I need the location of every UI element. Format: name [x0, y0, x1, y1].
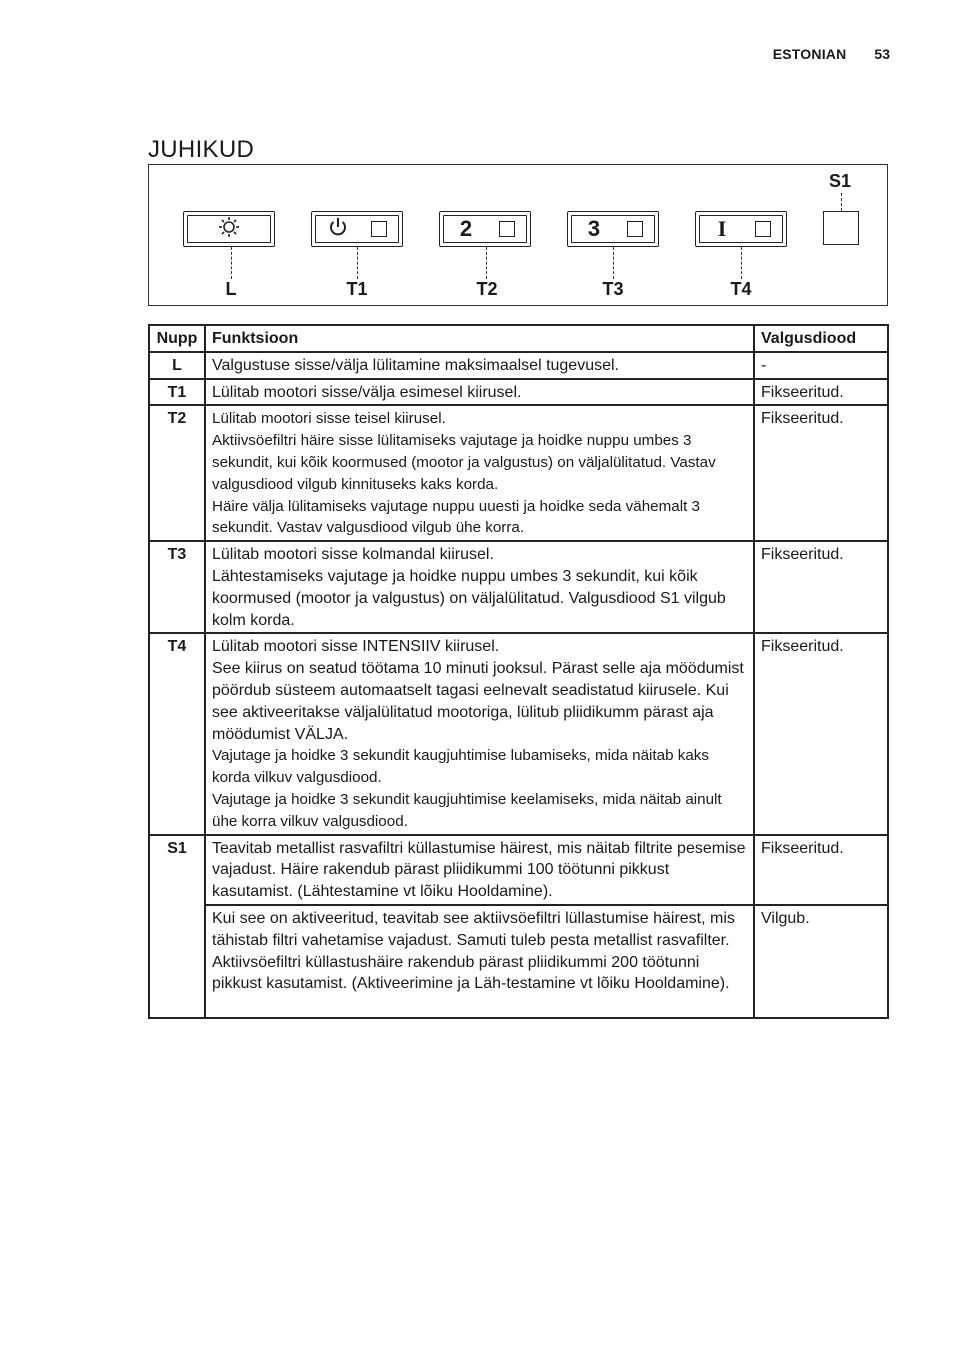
row-function: Lülitab mootori sisse/välja esimesel kiirusel.: [205, 379, 754, 406]
leader-line-t2: [486, 247, 487, 279]
row-led: Fikseeritud.: [754, 379, 888, 406]
label-t3: T3: [602, 279, 624, 299]
button-t3: [567, 211, 659, 247]
page-header: [773, 46, 890, 62]
row-led: Fikseeritud.: [754, 405, 888, 541]
button-t4: [695, 211, 787, 247]
leader-line-l: [231, 247, 232, 279]
leader-line-t3: [613, 247, 614, 279]
header-key: Nupp: [149, 325, 205, 352]
led-indicator-icon: [371, 221, 387, 237]
row-function: Kui see on aktiveeritud, teavitab see aktiivsöefiltri lüllastumise häirest, mis tähistab filtri vahetamise vajadust. Samuti tuleb pesta metallist rasvafilter. Aktiivsöefiltri küllastushäire rakendub pärast pliidikummi 200 töötunni pikkust kasutamist. (Aktiveerimine ja Läh-testamine vt lõiku Hooldamine).: [205, 905, 754, 1018]
row-key: T2: [149, 405, 205, 541]
row-function: Lülitab mootori sisse teisel kiirusel. Aktiivsöefiltri häire sisse lülitamiseks vajutage ja hoidke nuppu umbes 3 sekundit, kui kõik koormused (mootor ja valgustus) on väljalülitatud. Vastav valgusdiood vilgub kinnituseks kaks korda. Häire välja lülitamiseks vajutage nuppu uuesti ja hoidke seda vähemalt 3 sekundit. Vastav valgusdiood vilgub ühe korra.: [205, 405, 754, 541]
light-icon: [218, 216, 240, 242]
row-key: T3: [149, 541, 205, 633]
table-row: [149, 541, 888, 633]
header-function: Funktsioon: [205, 325, 754, 352]
s1-label: S1: [829, 171, 852, 191]
button-t2: [439, 211, 531, 247]
row-function: Lülitab mootori sisse kolmandal kiirusel. Lähtestamiseks vajutage ja hoidke nuppu umbes 3 sekundit, kui kõik koormused (mootor ja valgustus) on väljalülitatud. Valgusdiood S1 vilgub kolm korda.: [205, 541, 754, 633]
row-key: S1: [149, 835, 205, 905]
row-key: [149, 905, 205, 1018]
table-header-row: [149, 325, 888, 352]
table-row: [149, 905, 888, 1018]
function-table: [148, 324, 889, 1019]
led-indicator-icon: [627, 221, 643, 237]
table-row: [149, 633, 888, 834]
row-function: Teavitab metallist rasvafiltri küllastumise häirest, mis näitab filtrite pesemise vajadust. Häire rakendub pärast pliidikummi 100 töötunni pikkust kasutamist. (Lähtestamine vt lõiku Hooldamine).: [205, 835, 754, 905]
label-t4: T4: [730, 279, 752, 299]
table-row: [149, 379, 888, 406]
language-label: ESTONIAN: [772, 46, 847, 62]
leader-line-t4: [741, 247, 742, 279]
control-panel-diagram: [148, 164, 888, 306]
button-t1: [311, 211, 403, 247]
digit-3-icon: 3: [587, 216, 601, 241]
label-t1: T1: [346, 279, 368, 299]
label-t2: T2: [476, 279, 498, 299]
row-key: T1: [149, 379, 205, 406]
row-led: Fikseeritud.: [754, 541, 888, 633]
digit-2-icon: 2: [459, 216, 473, 241]
button-l: [183, 211, 275, 247]
power-icon: [327, 216, 349, 242]
led-indicator-icon: [755, 221, 771, 237]
label-l: L: [225, 279, 237, 299]
s1-indicator: [823, 211, 859, 245]
leader-line-t1: [357, 247, 358, 279]
header-led: Valgusdiood: [754, 325, 888, 352]
row-led: Fikseeritud.: [754, 835, 888, 905]
row-key: T4: [149, 633, 205, 834]
row-led: Vilgub.: [754, 905, 888, 1018]
row-function: Valgustuse sisse/välja lülitamine maksimaalsel tugevusel.: [205, 352, 754, 379]
table-row: [149, 405, 888, 541]
led-indicator-icon: [499, 221, 515, 237]
table-row: [149, 835, 888, 905]
intensive-icon: I: [717, 216, 727, 241]
row-led: Fikseeritud.: [754, 633, 888, 834]
page-number: 53: [874, 46, 890, 62]
s1-leader-line: [841, 193, 842, 211]
row-key: L: [149, 352, 205, 379]
section-title: JUHIKUD: [148, 136, 255, 163]
row-function: Lülitab mootori sisse INTENSIIV kiirusel. See kiirus on seatud töötama 10 minuti jooksul. Pärast selle aja möödumist pöördub süsteem automaatselt tagasi eelnevalt seadistatud kiirusele. Kui see aktiveeritakse väljalülitatud mootoriga, lülitub pliidikumm pärast aja möödumist VÄLJA. Vajutage ja hoidke 3 sekundit kaugjuhtimise lubamiseks, mida näitab kaks korda vilkuv valgusdiood. Vajutage ja hoidke 3 sekundit kaugjuhtimise keelamiseks, mida näitab ainult ühe korra vilkuv valgusdiood.: [205, 633, 754, 834]
row-led: -: [754, 352, 888, 379]
table-row: [149, 352, 888, 379]
